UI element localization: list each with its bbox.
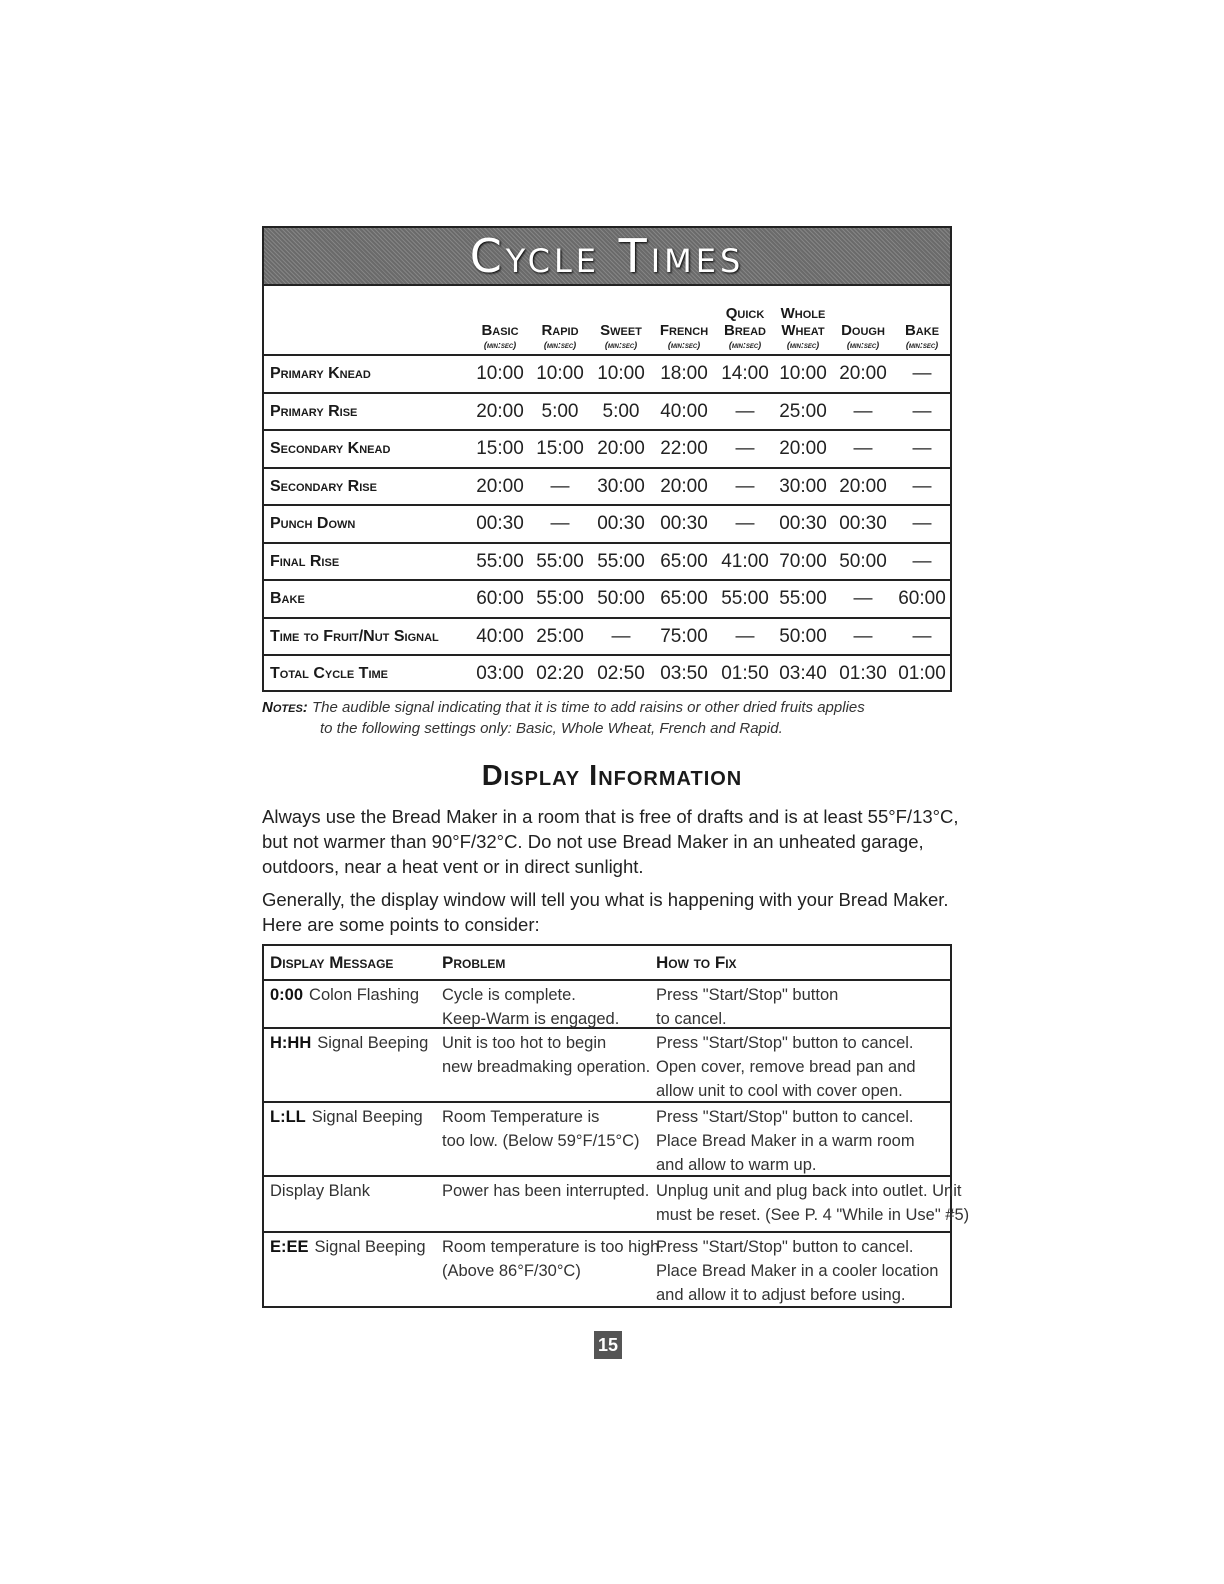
column-header-name: Wheat	[781, 322, 825, 339]
cycle-time-value: 01:50	[721, 663, 769, 684]
cycle-time-value: 00:30	[839, 513, 887, 534]
cycle-time-value: 40:00	[660, 400, 708, 422]
display-message-cell	[270, 1179, 370, 1203]
cycle-time-value: —	[735, 438, 755, 459]
cycle-time-value: 41:00	[721, 550, 769, 572]
paragraph-line: but not warmer than 90°F/32°C. Do not use Bread Maker in an unheated garage,	[262, 831, 924, 852]
cycle-time-value: 01:30	[839, 663, 887, 684]
problem-cell	[442, 1179, 649, 1203]
cycle-row-label: Primary Rise	[270, 402, 358, 420]
cycle-time-value: 15:00	[476, 438, 524, 459]
paragraph-line: outdoors, near a heat vent or in direct sunlight.	[262, 856, 644, 877]
cycle-time-value: 22:00	[660, 438, 708, 459]
display-code: H:HH	[270, 1034, 312, 1052]
cycle-time-value: —	[550, 475, 570, 497]
problem-line: too low. (Below 59°F/15°C)	[442, 1132, 640, 1150]
column-header	[772, 305, 834, 350]
cycle-row-label: Final Rise	[270, 552, 340, 570]
fix-line: to cancel.	[656, 1010, 727, 1028]
column-header-top: Quick	[725, 305, 765, 322]
display-row	[264, 1103, 950, 1177]
column-header-name: Sweet	[600, 322, 642, 339]
fix-line: Press "Start/Stop" button to cancel.	[656, 1108, 914, 1126]
cycle-times-banner	[264, 228, 950, 286]
problem-line: (Above 86°F/30°C)	[442, 1262, 581, 1280]
display-message: Colon Flashing	[309, 986, 420, 1004]
cycle-times-header	[264, 286, 950, 356]
display-code: 0:00	[270, 986, 304, 1004]
notes	[262, 697, 952, 739]
cycle-time-value: 55:00	[536, 550, 584, 572]
column-header-name: Bake	[904, 322, 940, 339]
column-header-top	[653, 305, 715, 322]
column-header	[714, 305, 776, 350]
cycle-time-value: 20:00	[597, 438, 645, 459]
cycle-times-body	[264, 356, 950, 694]
header-display-message: Display Message	[270, 953, 394, 972]
cycle-times-table	[262, 226, 952, 692]
cycle-time-value: 50:00	[839, 550, 887, 572]
cycle-time-value: —	[550, 513, 570, 534]
fix-cell	[656, 983, 838, 1031]
column-unit: (min:sec)	[543, 340, 577, 350]
display-message: Signal Beeping	[317, 1034, 429, 1052]
cycle-time-value: 65:00	[660, 550, 708, 572]
cycle-time-value: 02:50	[597, 663, 645, 684]
display-table-header	[264, 946, 950, 981]
cycle-time-value: 00:30	[779, 513, 827, 534]
problem-line: Room Temperature is	[442, 1108, 600, 1126]
column-unit: (min:sec)	[667, 340, 701, 350]
column-unit: (min:sec)	[846, 340, 880, 350]
cycle-time-value: —	[853, 400, 873, 422]
cycle-row	[264, 394, 950, 432]
column-header-top: Whole	[780, 305, 826, 322]
column-header	[832, 305, 894, 350]
column-header-name: French	[659, 322, 709, 339]
cycle-time-value: 50:00	[779, 625, 827, 647]
column-unit: (min:sec)	[483, 340, 517, 350]
cycle-time-value: —	[912, 550, 932, 572]
display-code: L:LL	[270, 1108, 306, 1126]
display-message-cell	[270, 983, 419, 1007]
column-header-name: Bread	[723, 322, 766, 339]
column-unit: (min:sec)	[604, 340, 638, 350]
column-header	[891, 305, 953, 350]
display-code: E:EE	[270, 1238, 309, 1256]
cycle-time-value: —	[912, 363, 932, 384]
cycle-time-value: 15:00	[536, 438, 584, 459]
cycle-time-value: 10:00	[597, 363, 645, 384]
cycle-time-value: 00:30	[476, 513, 524, 534]
cycle-row	[264, 506, 950, 544]
display-information-title: Display Information	[481, 760, 743, 792]
fix-line: Place Bread Maker in a cooler location	[656, 1262, 939, 1280]
cycle-time-value: 10:00	[476, 363, 524, 384]
cycle-time-value: 18:00	[660, 363, 708, 384]
column-unit: (min:sec)	[728, 340, 762, 350]
display-message: Signal Beeping	[311, 1108, 423, 1126]
problem-line: Cycle is complete.	[442, 986, 576, 1004]
fix-line: Press "Start/Stop" button	[656, 986, 839, 1004]
header-how-to-fix: How to Fix	[656, 953, 737, 972]
display-row	[264, 1177, 970, 1233]
cycle-time-value: 50:00	[597, 588, 645, 609]
problem-cell	[442, 1031, 650, 1079]
cycle-row-label: Total Cycle Time	[270, 665, 389, 682]
cycle-time-value: 03:40	[779, 663, 827, 684]
cycle-time-value: 60:00	[898, 588, 946, 609]
cycle-row	[264, 469, 950, 507]
fix-line: and allow it to adjust before using.	[656, 1286, 906, 1304]
problem-line: Unit is too hot to begin	[442, 1034, 607, 1052]
cycle-time-value: 20:00	[476, 475, 524, 497]
cycle-time-value: 25:00	[536, 625, 584, 647]
problem-cell	[442, 983, 619, 1031]
column-header-name: Rapid	[541, 322, 579, 339]
cycle-time-value: —	[853, 438, 873, 459]
cycle-time-value: 55:00	[779, 588, 827, 609]
notes-label: Notes:	[262, 699, 308, 716]
cycle-row-label: Punch Down	[270, 515, 356, 532]
fix-line: Press "Start/Stop" button to cancel.	[656, 1238, 914, 1256]
cycle-time-value: 55:00	[536, 588, 584, 609]
fix-cell	[656, 1235, 938, 1307]
column-header-top	[832, 305, 894, 322]
cycle-time-value: 55:00	[721, 588, 769, 609]
notes-line-1: The audible signal indicating that it is time to add raisins or other dried fruits applies	[311, 699, 865, 716]
intro-paragraph-2	[262, 887, 952, 937]
cycle-time-value: 5:00	[541, 400, 579, 422]
problem-line: Power has been interrupted.	[442, 1182, 650, 1200]
column-header-name: Basic	[481, 322, 519, 339]
column-header	[529, 305, 591, 350]
fix-line: Press "Start/Stop" button to cancel.	[656, 1034, 914, 1052]
fix-line: must be reset. (See P. 4 "While in Use" #5)	[656, 1206, 970, 1224]
cycle-time-value: —	[912, 400, 932, 422]
problem-cell	[442, 1105, 640, 1153]
paragraph-line: Generally, the display window will tell you what is happening with your Bread Maker.	[262, 889, 949, 910]
column-header-name: Dough	[841, 322, 885, 339]
display-row	[264, 1029, 950, 1103]
cycle-time-value: —	[912, 625, 932, 647]
display-table-body	[264, 981, 970, 1308]
cycle-time-value: 55:00	[597, 550, 645, 572]
cycle-time-value: 30:00	[779, 475, 827, 497]
cycle-row-label: Primary Knead	[270, 365, 371, 382]
cycle-time-value: 60:00	[476, 588, 524, 609]
display-message-cell	[270, 1235, 426, 1259]
cycle-time-value: 20:00	[660, 475, 708, 497]
cycle-time-value: 40:00	[476, 625, 524, 647]
display-message: Display Blank	[270, 1182, 370, 1200]
cycle-time-value: —	[735, 513, 755, 534]
cycle-time-value: 02:20	[536, 663, 584, 684]
cycle-time-value: —	[735, 475, 755, 497]
column-header-top	[529, 305, 591, 322]
fix-cell	[656, 1105, 915, 1177]
cycle-time-value: 5:00	[602, 400, 640, 422]
display-message: Signal Beeping	[314, 1238, 426, 1256]
fix-line: Open cover, remove bread pan and	[656, 1058, 916, 1076]
fix-line: Unplug unit and plug back into outlet. Unit	[656, 1182, 962, 1200]
column-header-top	[469, 305, 531, 322]
column-header	[590, 305, 652, 350]
cycle-time-value: —	[912, 438, 932, 459]
cycle-time-value: 20:00	[839, 475, 887, 497]
column-header-top	[590, 305, 652, 322]
cycle-time-value: 20:00	[779, 438, 827, 459]
paragraph-line: Always use the Bread Maker in a room that is free of drafts and is at least 55°F/13°C,	[262, 806, 959, 827]
cycle-row-label: Secondary Knead	[270, 440, 391, 457]
column-unit: (min:sec)	[905, 340, 939, 350]
problem-line: Keep-Warm is engaged.	[442, 1010, 620, 1028]
cycle-time-value: 10:00	[779, 363, 827, 384]
display-messages-table	[262, 944, 970, 1308]
cycle-time-value: 20:00	[839, 363, 887, 384]
cycle-row	[264, 431, 950, 469]
cycle-time-value: —	[735, 400, 755, 422]
fix-line: allow unit to cool with cover open.	[656, 1082, 903, 1100]
header-problem: Problem	[442, 953, 506, 972]
cycle-row	[264, 356, 950, 394]
cycle-time-value: 25:00	[779, 400, 827, 422]
cycle-row	[264, 544, 950, 582]
cycle-row-label: Time to Fruit/Nut Signal	[270, 627, 439, 645]
cycle-time-value: 00:30	[597, 513, 645, 534]
display-row	[264, 1233, 950, 1308]
cycle-times-title: Cycle Times	[469, 229, 745, 283]
cycle-row	[264, 581, 950, 619]
cycle-time-value: —	[611, 625, 631, 647]
cycle-time-value: 03:50	[660, 663, 708, 684]
cycle-time-value: —	[853, 625, 873, 647]
cycle-time-value: 14:00	[721, 363, 769, 384]
cycle-time-value: —	[912, 513, 932, 534]
cycle-time-value: —	[912, 475, 932, 497]
cycle-time-value: 00:30	[660, 513, 708, 534]
fix-line: Place Bread Maker in a warm room	[656, 1132, 915, 1150]
cycle-time-value: 03:00	[476, 663, 524, 684]
cycle-time-value: 55:00	[476, 550, 524, 572]
problem-line: new breadmaking operation.	[442, 1058, 651, 1076]
cycle-time-value: —	[735, 625, 755, 647]
cycle-time-value: 20:00	[476, 400, 524, 422]
fix-cell	[656, 1179, 969, 1227]
cycle-row	[264, 656, 950, 694]
cycle-row-label: Bake	[270, 590, 305, 607]
fix-cell	[656, 1031, 916, 1103]
fix-line: and allow to warm up.	[656, 1156, 817, 1174]
problem-cell	[442, 1235, 664, 1283]
intro-paragraph-1	[262, 804, 959, 879]
cycle-row-label: Secondary Rise	[270, 477, 377, 495]
column-header	[653, 305, 715, 350]
cycle-time-value: —	[853, 588, 873, 609]
paragraph-line: Here are some points to consider:	[262, 914, 540, 935]
page-number: 15	[594, 1331, 622, 1359]
column-header-top	[891, 305, 953, 322]
problem-line: Room temperature is too high.	[442, 1238, 664, 1256]
cycle-row	[264, 619, 950, 657]
column-header	[469, 305, 531, 350]
display-message-cell	[270, 1105, 423, 1129]
cycle-time-value: 30:00	[597, 475, 645, 497]
display-row	[264, 981, 950, 1029]
cycle-time-value: 70:00	[779, 550, 827, 572]
cycle-time-value: 01:00	[898, 663, 946, 684]
cycle-time-value: 75:00	[660, 625, 708, 647]
cycle-time-value: 10:00	[536, 363, 584, 384]
display-message-cell	[270, 1031, 428, 1055]
notes-line-2: to the following settings only: Basic, Whole Wheat, French and Rapid.	[320, 720, 783, 737]
cycle-time-value: 65:00	[660, 588, 708, 609]
column-unit: (min:sec)	[786, 340, 820, 350]
